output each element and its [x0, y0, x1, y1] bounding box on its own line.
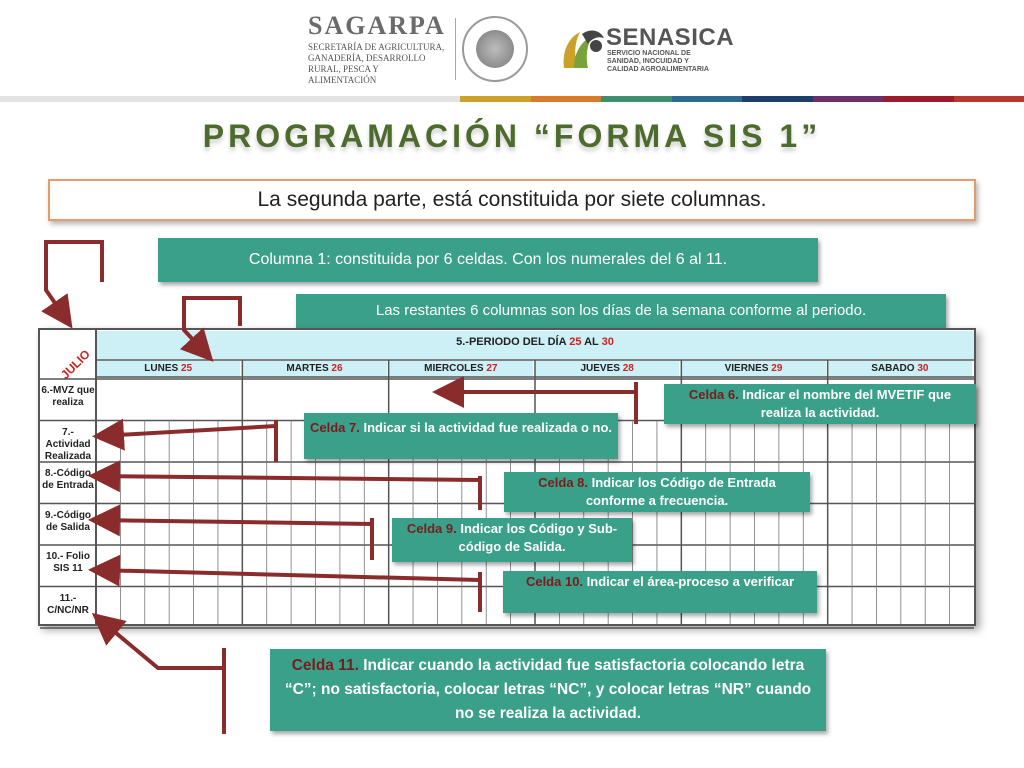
note-cell-7-body: Indicar si la actividad fue realizada o no. — [359, 420, 612, 435]
day-number: 26 — [331, 363, 343, 374]
senasica-title: SENASICA — [606, 24, 735, 51]
callout-arrow — [184, 296, 240, 356]
senasica-subtitle: SERVICIO NACIONAL DE SANIDAD, INOCUIDAD Y CALIDAD AGROALIMENTARIA — [607, 50, 709, 73]
period-label: 5.-PERIODO DEL DÍA — [456, 336, 567, 348]
column1-note: Columna 1: constituida por 6 celdas. Con los numerales del 6 al 11. — [158, 238, 818, 282]
day-name: LUNES — [144, 363, 181, 374]
note-cell-6-head: Celda 6. — [688, 387, 739, 402]
note-cell-9-body: Indicar los Código y Sub-código de Salida. — [456, 521, 618, 554]
callout-arrow — [98, 618, 224, 734]
note-cell-8-body: Indicar los Código de Entrada conforme a frecuencia. — [585, 475, 776, 508]
day-name: MIERCOLES — [424, 363, 487, 374]
day-name: SABADO — [871, 363, 918, 374]
sagarpa-title: SAGARPA — [308, 11, 446, 40]
subtitle-band: La segunda parte, está constituida por siete columnas. — [48, 179, 976, 221]
row-label: 6.-MVZ que realiza — [41, 385, 95, 408]
callout-arrow — [100, 420, 276, 462]
note-cell-11-body: Indicar cuando la actividad fue satisfactoria colocando letra “C”; no satisfactoria, colocar letras “NC”, y colocar letras “NR” cuando no se realiza la actividad. — [284, 657, 812, 722]
period-to: 30 — [601, 336, 614, 348]
callout-arrow — [440, 382, 636, 424]
callout-arrow — [96, 476, 480, 510]
day-name: VIERNES — [724, 363, 772, 374]
callout-arrow — [96, 518, 372, 560]
row-label: 7.-Actividad Realizada — [44, 426, 92, 462]
day-number: 25 — [180, 363, 193, 374]
note-cell-8-head: Celda 8. — [538, 475, 589, 490]
day-number: 30 — [917, 363, 929, 374]
note-cell-11-head: Celda 11. — [291, 657, 359, 674]
note-cell-9-head: Celda 9. — [406, 521, 457, 536]
period-mid: AL — [584, 336, 599, 348]
callout-arrow — [46, 240, 102, 322]
note-cell-7-head: Celda 7. — [310, 420, 360, 435]
note-cell-10-body: Indicar el área-proceso a verificar — [583, 574, 795, 589]
day-name: MARTES — [286, 363, 332, 374]
note-cell-6-body: Indicar el nombre del MVETIF que realiza la actividad. — [738, 387, 952, 420]
month-label: JULIO — [58, 347, 93, 382]
day-number: 28 — [622, 363, 634, 374]
row-label: 8.-Código de Entrada — [42, 468, 94, 491]
callout-arrow — [96, 570, 480, 612]
day-name: JUEVES — [580, 363, 623, 374]
row-label: 10.- Folio SIS 11 — [46, 551, 90, 574]
day-number: 27 — [486, 363, 498, 374]
sagarpa-subtitle: SECRETARÍA DE AGRICULTURA, GANADERÍA, DESARROLLO RURAL, PESCA Y ALIMENTACIÓN — [308, 42, 445, 85]
remaining-columns-note: Las restantes 6 columnas son los días de la semana conforme al periodo. — [296, 294, 946, 328]
note-cell-10-head: Celda 10. — [525, 574, 584, 589]
day-number: 29 — [771, 363, 783, 374]
row-label: 9.-Código de Salida — [44, 509, 92, 533]
period-from: 25 — [569, 336, 582, 348]
page-title: PROGRAMACIÓN “FORMA SIS 1” — [202, 118, 822, 154]
row-label: 11.-C/NC/NR — [47, 592, 89, 616]
